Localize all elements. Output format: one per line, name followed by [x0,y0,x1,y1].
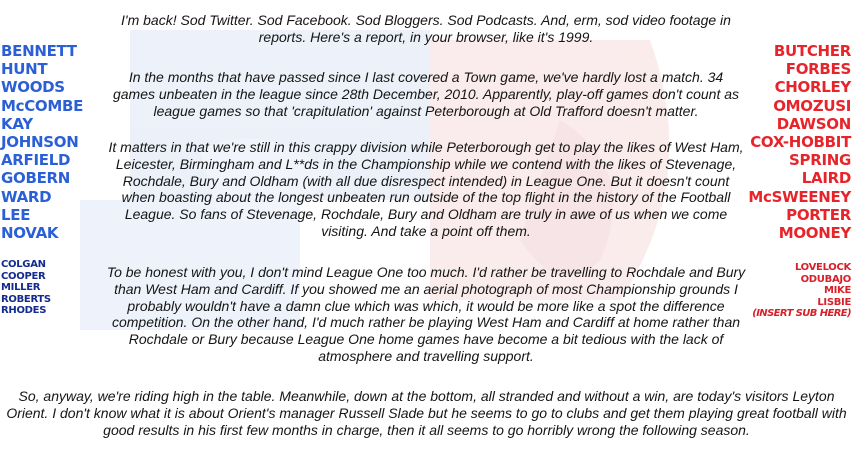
home-player: BENNETT [1,42,77,60]
article-paragraph-division: It matters in that we're still in this crappy division while Peterborough get to play the likes of West Ham, Leicester, Birmingham and L**ds in the Championship while we contend with the likes of Stevenage, Rochdale, Bury and Oldham (with all due disrespect intended) in League One. But it doesn't count when boasting about the longest unbeaten run outside of the top flight in the history of the Football League. So fans of Stevenage, Rochdale, Bury and Oldham are truly in awe of us when we come visiting. And take a point off them. [108,139,744,239]
home-sub: ROBERTS [1,293,51,305]
article-paragraph-unbeaten: In the months that have passed since I last covered a Town game, we've hardly lost a match. 34 games unbeaten in the league since 28th December, 2010. Apparently, play-off games don't count as league games so that 'crapitulation' against Peterborough at Old Trafford doesn't matter. [112,69,740,119]
away-sub: ODUBAJO [800,273,851,285]
article-paragraph-league-one: To be honest with you, I don't mind League One too much. I'd rather be travelling to Rochdale and Bury than West Ham and Cardiff. If you showed me an aerial photograph of most Championship grounds I probably wouldn't have a damn clue which was which, it would be more like a spot the difference competition. On the other hand, I'd much rather be playing West Ham and Cardiff at home rather than Rochdale or Bury because League One home games have become a bit tedious with the lack of atmosphere and travelling support. [106,264,746,364]
away-player: MOONEY [778,224,851,243]
away-player: PORTER [786,205,851,224]
home-sub: RHODES [1,305,47,316]
away-sub: LOVELOCK [794,262,851,273]
home-team-starters [1,42,83,242]
away-player: FORBES [785,60,851,79]
away-player: OMOZUSI [773,96,851,115]
away-player: BUTCHER [773,42,851,60]
home-sub: COLGAN [1,259,46,270]
article-paragraph-orient: So, anyway, we're riding high in the table. Meanwhile, down at the bottom, all stranded and without a win, are today's visitors Leyton Orient. I don't know what it is about Orient's manager Russell Slade but he seems to go to clubs and get them playing great football with good results in his first few months in charge, then it all seems to go horribly wrong the following season. [6,388,847,438]
away-player: CHORLEY [774,78,851,97]
away-sub: MIKE [823,285,851,296]
away-player: SPRING [789,151,851,170]
away-player: DAWSON [776,114,851,133]
home-sub: MILLER [1,282,41,293]
home-player: HUNT [1,60,48,79]
away-team-subs [752,262,851,320]
home-sub: COOPER [1,270,46,282]
home-team-subs [1,259,51,317]
home-player: KAY [1,114,33,133]
home-player: JOHNSON [1,133,79,152]
away-sub: LISBIE [817,296,851,308]
away-player: McSWEENEY [748,187,851,206]
home-player: WOODS [1,78,65,97]
home-player: NOVAK [1,224,59,243]
away-player: LAIRD [801,169,851,188]
home-player: LEE [1,205,31,224]
away-team-starters [748,42,851,242]
away-sub-placeholder: (INSERT SUB HERE) [752,308,851,319]
home-player: McCOMBE [1,96,84,115]
article-paragraph-intro: I'm back! Sod Twitter. Sod Facebook. Sod Bloggers. Sod Podcasts. And, erm, sod video footage in reports. Here's a report, in your browser, like it's 1999. [121,12,731,45]
away-player: COX-HOBBIT [750,133,851,152]
home-player: ARFIELD [1,151,71,170]
home-player: WARD [1,187,52,206]
home-player: GOBERN [1,169,71,188]
